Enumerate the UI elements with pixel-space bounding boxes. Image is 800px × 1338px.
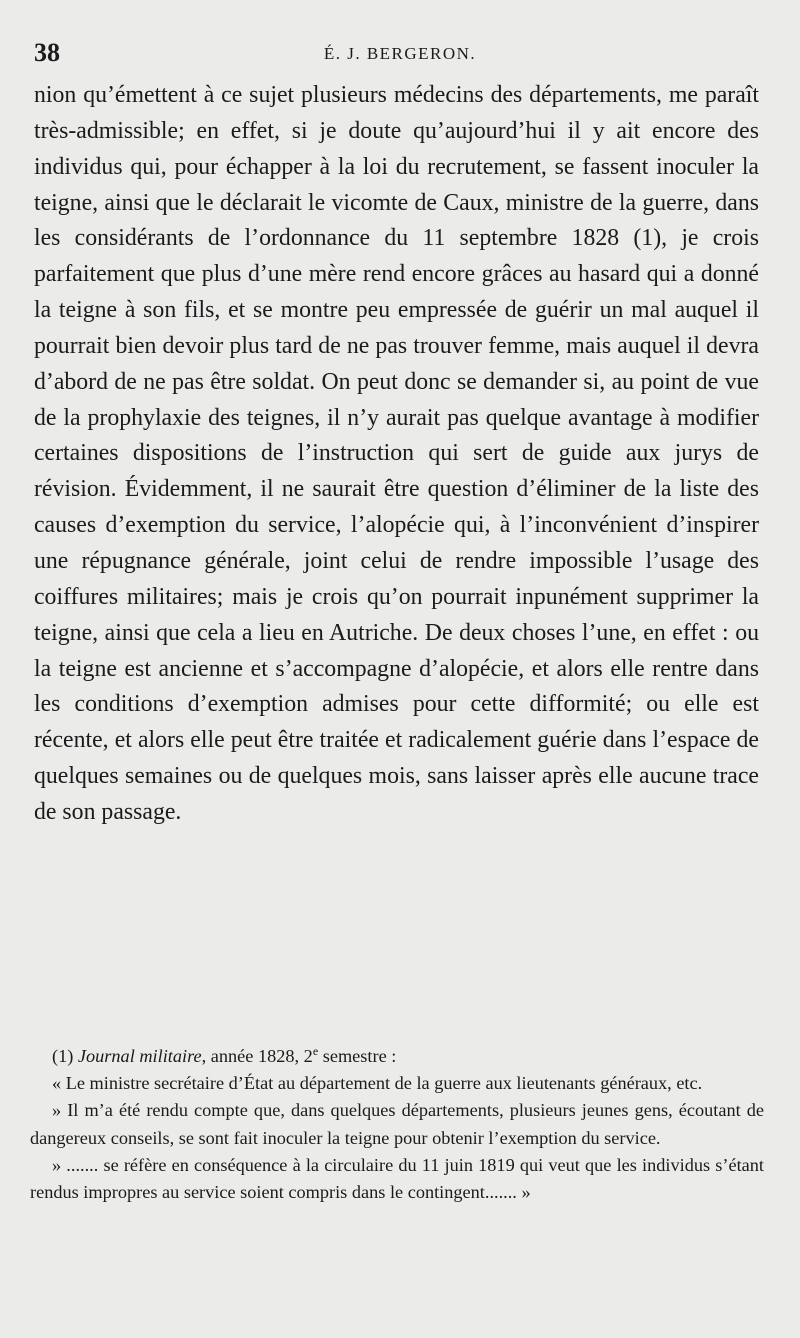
footnote-quote-3: » ....... se réfère en conséquence à la circulaire du 11 juin 1819 qui veut que les individus s’étant rendus impropres au service soient compris dans le contingent....... » bbox=[30, 1154, 764, 1203]
page-number: 38 bbox=[34, 38, 60, 67]
footnote-marker: (1) bbox=[52, 1046, 74, 1066]
footnote-superscript: e bbox=[312, 1043, 319, 1058]
running-head: É. J. BERGERON. bbox=[323, 44, 477, 63]
footnote-quote-2: » Il m’a été rendu compte que, dans quelques départements, plusieurs jeunes gens, écoutant de dangereux conseils, se sont fait inoculer la teigne pour obtenir l’exemption du service. bbox=[30, 1100, 764, 1148]
body-text bbox=[34, 78, 759, 831]
page-header bbox=[34, 38, 766, 72]
footnote-journal-title: Journal militaire bbox=[77, 1046, 202, 1066]
body-paragraph: nion qu’émettent à ce sujet plusieurs médecins des départements, me paraît très-admissible; en effet, si je doute qu’aujourd’hui il y ait encore des individus qui, pour échapper à la loi du recrutement, se fassent inoculer la teigne, ainsi que le déclarait le vicomte de Caux, ministre de la guerre, dans les considérants de l’ordonnance du 11 septembre 1828 (1), je crois parfaitement que plus d’une mère rend encore grâces au hasard qui a donné la teigne à son fils, et se montre peu empressée de guérir un mal auquel il pourrait bien devoir plus tard de ne pas trouver femme, mais auquel il devra d’abord de ne pas être soldat. On peut donc se demander si, au point de vue de la prophylaxie des teignes, il n’y aurait pas quelque avantage à modifier certaines dispositions de l’instruction qui sert de guide aux jurys de révision. Évidemment, il ne saurait être question d’éliminer de la liste des causes d’exemption du service, l’alopécie qui, à l’inconvénient d’inspirer une répugnance générale, joint celui de rendre impossible l’usage des coiffures militaires; mais je crois qu’on pourrait inpunément supprimer la teigne, ainsi que cela a lieu en Autriche. De deux choses l’une, en effet : ou la teigne est ancienne et s’accompagne d’alopécie, et alors elle rentre dans les conditions d’exemption admises pour cette difformité; ou elle est récente, et alors elle peut être traitée et radicalement guérie dans l’espace de quelques semaines ou de quelques mois, sans laisser après elle aucune trace de son passage. bbox=[34, 82, 759, 825]
footnote-1 bbox=[28, 1043, 764, 1070]
footnotes bbox=[30, 1043, 764, 1206]
footnote-quote-1: « Le ministre secrétaire d’État au département de la guerre aux lieutenants généraux, etc. bbox=[52, 1073, 703, 1094]
footnote-journal-end: semestre : bbox=[318, 1046, 397, 1066]
footnote-journal-rest: , année 1828, 2 bbox=[201, 1046, 313, 1066]
